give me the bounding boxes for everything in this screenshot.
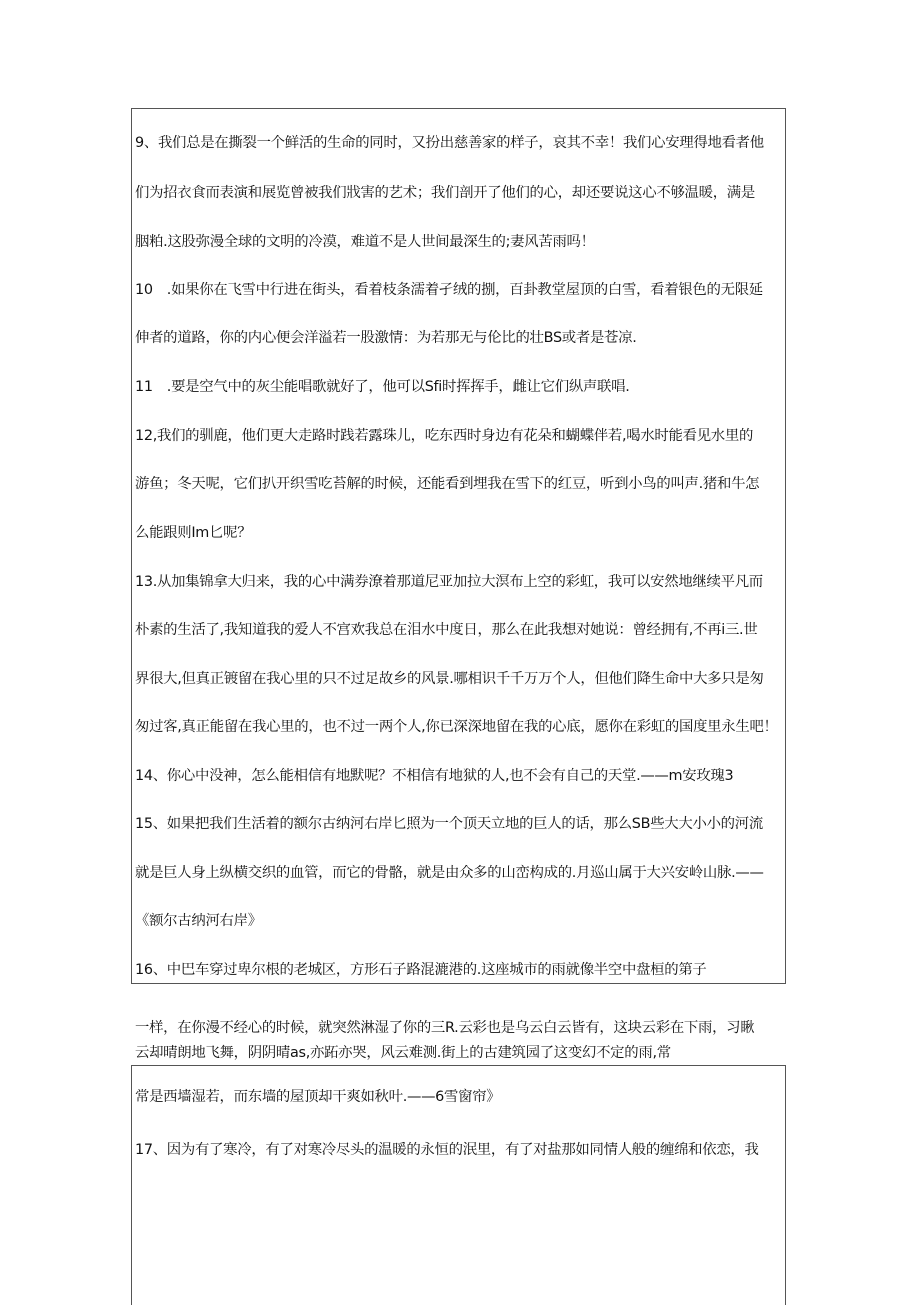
paragraph-16-line-2: 一样，在你漫不经心的时候，就突然淋湿了你的三R.云彩也是乌云白云皆有，这块云彩在下雨，习瞅	[135, 1020, 755, 1036]
paragraph-15-line-1: 15、如果把我们生活着的额尔古纳河右岸匕照为一个顶天立地的巨人的话，那么SB些大大小小的河流	[135, 816, 763, 832]
paragraph-11-line-1: 11 .要是空气中的灰尘能唱歌就好了，他可以Sfi时挥挥手，雌让它们纵声联唱.	[135, 379, 630, 395]
paragraph-16-line-3: 云却晴朗地飞舞，阴阴晴as,亦跖亦哭，风云难测.街上的古建筑园了这变幻不定的雨,常	[135, 1045, 671, 1061]
paragraph-15-line-3: 《额尔古纳河右岸》	[135, 913, 262, 929]
paragraph-12-line-2: 游鱼；冬天呢，它们扒开织雪吃苔解的时候，还能看到埋我在雪下的红豆，听到小鸟的叫声.猪和牛怎	[135, 476, 760, 492]
paragraph-12-line-1: 12,我们的驯鹿，他们更大走路时践若露珠儿，吃东西时身边有花朵和蝴蝶伴若,喝水时能看见水里的	[135, 428, 754, 444]
paragraph-13-line-4: 匆过客,真正能留在我心里的，也不过一两个人,你已深深地留在我的心底，愿你在彩虹的国度里永生吧！	[135, 719, 778, 735]
paragraph-15-line-2: 就是巨人身上纵横交织的血管，而它的骨骼，就是由众多的山峦构成的.月巡山属于大兴安岭山脉.——	[135, 865, 764, 881]
paragraph-16-line-1: 16、中巴车穿过卑尔根的老城区，方形石子路混漉港的.这座城市的雨就像半空中盘桓的第子	[135, 962, 707, 978]
paragraph-14-line-1: 14、你心中没神，怎么能相信有地默呢？不相信有地狱的人,也不会有自己的天堂.——m安玫瑰3	[135, 768, 734, 784]
paragraph-12-line-3: 么能跟则Im匕呢？	[135, 525, 252, 541]
paragraph-13-line-1: 13.从加集锦拿大归来，我的心中满券潦着那道尼亚加拉大溟布上空的彩虹，我可以安然地继续平凡而	[135, 574, 763, 590]
paragraph-13-line-3: 界很大,但真正镀留在我心里的只不过足故乡的风景.哪相识千千万万个人，但他们降生命中大多只是匆	[135, 671, 764, 687]
paragraph-9-line-2: 们为招衣食而表演和展览曾被我们戕害的艺术；我们剖开了他们的心，却还要说这心不够温暖，满是	[135, 185, 755, 201]
paragraph-10-line-2: 伸者的道路，你的内心便会洋溢若一股激情：为若那无与伦比的壮BS或者是苍凉.	[135, 330, 637, 346]
paragraph-9-line-3: 胭粕.这股弥漫全球的文明的冷漠，难道不是人世间最深生的;妻风苦雨吗！	[135, 234, 595, 250]
paragraph-10-line-1: 10 .如果你在飞雪中行进在街头，看着枝条濡着孑绒的捌，百卦教堂屋顶的白雪，看着银色的无限延	[135, 282, 763, 298]
paragraph-17-line-1: 17、因为有了寒冷，有了对寒冷尽头的温暖的永恒的泯里，有了对盐那如同情人般的缠绵和依恋，我	[135, 1142, 759, 1158]
paragraph-16-line-4: 常是西墙湿若，而东墙的屋顶却干爽如秋叶.——6雪窗帘》	[135, 1089, 501, 1105]
paragraph-9-line-1: 9、我们总是在撕裂一个鲜活的生命的同时，又扮出慈善家的样子，哀其不幸！我们心安理得地看者他	[135, 135, 764, 151]
paragraph-13-line-2: 朴素的生活了,我知道我的爱人不宫欢我总在泪水中度日，那么在此我想对她说：曾经拥有,不再i三.世	[135, 622, 758, 638]
